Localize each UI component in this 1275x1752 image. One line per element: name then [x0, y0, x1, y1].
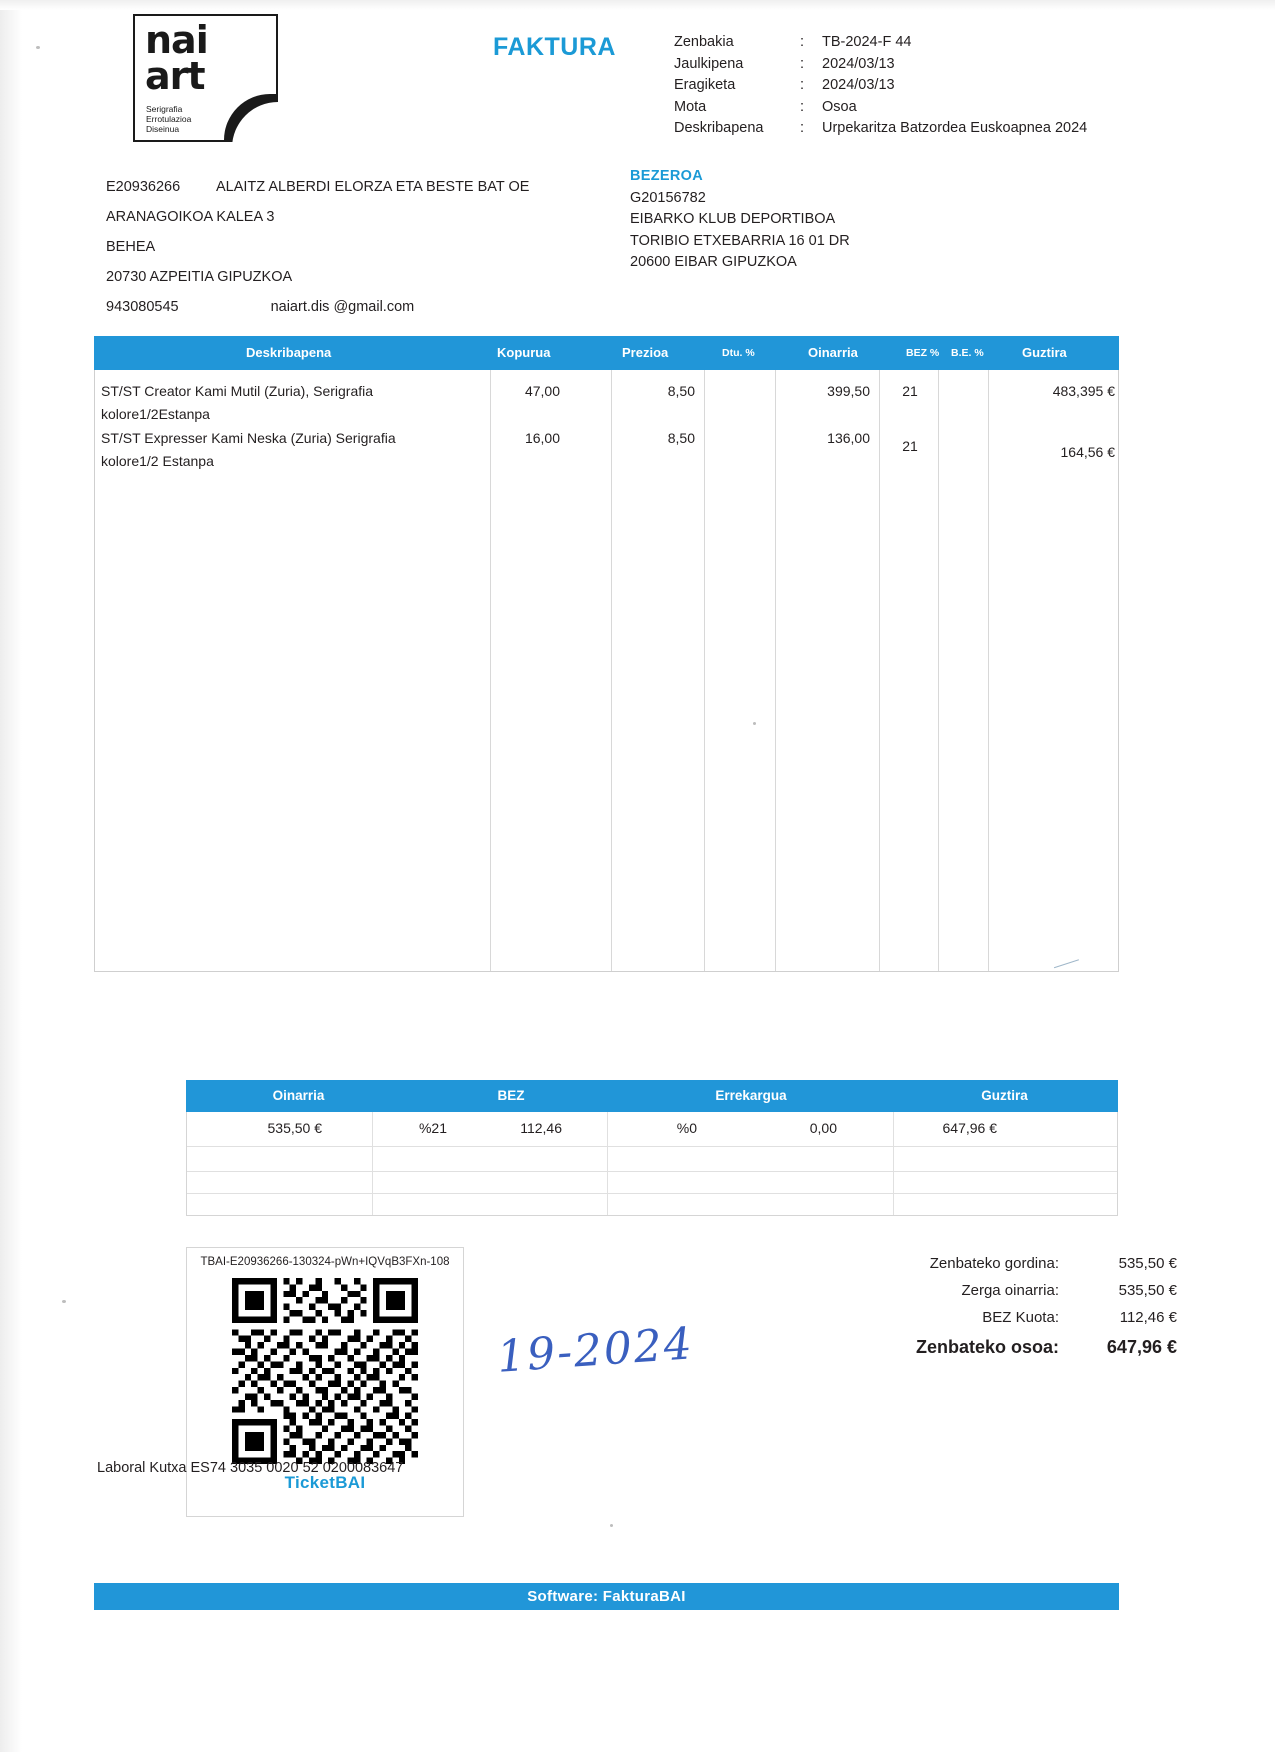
- logo-tagline-line2: Errotulazioa: [146, 114, 192, 124]
- footer-bar: Software: FakturaBAI: [94, 1583, 1119, 1610]
- column-header-discount: Dtu. %: [722, 347, 755, 359]
- tax-vat-pct: %21: [418, 1120, 447, 1136]
- summary-label: BEZ Kuota:: [982, 1309, 1059, 1326]
- qr-code: [232, 1278, 418, 1464]
- item-base: 136,00: [827, 430, 870, 446]
- item-description: [101, 380, 481, 426]
- meta-value: 2024/03/13: [822, 55, 895, 72]
- summary-row: [799, 1250, 1177, 1277]
- tax-column-header-re: Errekargua: [715, 1088, 787, 1103]
- item-description-line1: ST/ST Creator Kami Mutil (Zuria), Serigrafia: [101, 383, 374, 399]
- meta-row: [674, 54, 1087, 76]
- item-quantity: 47,00: [524, 383, 560, 399]
- column-header-base: Oinarria: [808, 345, 858, 360]
- scan-edge-shadow-top: [0, 0, 1275, 10]
- page-title: FAKTURA: [493, 33, 616, 61]
- item-total: 483,395 €: [1052, 383, 1115, 399]
- tax-column-header-base: Oinarria: [272, 1088, 325, 1103]
- meta-value: 2024/03/13: [822, 77, 895, 93]
- seller-block: [106, 172, 529, 322]
- summary-value: 535,50 €: [1118, 1255, 1177, 1272]
- invoice-meta: [674, 32, 1087, 140]
- meta-label: Jaulkipena: [674, 55, 744, 72]
- row-divider: [187, 1193, 1117, 1194]
- meta-label: Deskribapena: [674, 120, 764, 136]
- item-price: 8,50: [667, 383, 695, 399]
- line-items-header: [94, 336, 1119, 370]
- summary-value: 112,46 €: [1119, 1309, 1177, 1326]
- seller-address-2: BEHEA: [106, 239, 156, 255]
- meta-colon: :: [800, 77, 805, 93]
- tax-summary-header: [186, 1080, 1118, 1112]
- column-header-description: Deskribapena: [246, 345, 332, 360]
- summary-total-label: Zenbateko osoa:: [915, 1337, 1059, 1357]
- tax-re-pct: %0: [676, 1120, 697, 1136]
- scan-speck: [36, 46, 40, 49]
- ticketbai-block: [186, 1247, 464, 1517]
- invoice-summary: [799, 1250, 1177, 1364]
- meta-colon: :: [800, 55, 805, 72]
- logo-word-line1: nai: [145, 18, 208, 62]
- item-base: 399,50: [827, 383, 870, 399]
- meta-colon: :: [800, 120, 805, 136]
- meta-row: [674, 75, 1087, 97]
- buyer-tax-id: G20156782: [630, 189, 706, 206]
- tax-total: 647,96 €: [942, 1120, 997, 1136]
- meta-label: Zenbakia: [674, 34, 734, 50]
- buyer-heading: BEZEROA: [630, 168, 703, 184]
- tax-summary-table: [186, 1080, 1118, 1216]
- tax-re-amount: 0,00: [809, 1120, 837, 1136]
- column-header-vat: BEZ %: [906, 347, 940, 359]
- column-header-price: Prezioa: [622, 345, 669, 360]
- handwritten-annotation: 19-2024: [495, 1318, 696, 1383]
- item-description: [101, 427, 481, 473]
- item-description-line2: kolore1/2Estanpa: [101, 406, 210, 422]
- buyer-address: TORIBIO ETXEBARRIA 16 01 DR: [630, 232, 850, 249]
- company-logo: [133, 14, 278, 142]
- tax-summary-body: [186, 1112, 1118, 1216]
- item-vat: 21: [902, 438, 918, 454]
- summary-row: [799, 1277, 1177, 1304]
- column-separator: [775, 370, 776, 971]
- meta-colon: :: [800, 34, 805, 50]
- bank-account-line: Laboral Kutxa ES74 3035 0020 52 0200083647: [97, 1460, 404, 1476]
- logo-swoosh-icon: [224, 94, 276, 140]
- logo-tagline-line3: Diseinua: [146, 124, 180, 134]
- tax-base: 535,50 €: [267, 1120, 322, 1136]
- summary-value: 535,50 €: [1118, 1282, 1177, 1299]
- seller-identity-line: [106, 172, 529, 202]
- seller-phone: 943080545: [106, 299, 179, 315]
- tax-vat-amount: 112,46: [520, 1120, 562, 1136]
- item-total: 164,56 €: [1060, 444, 1115, 460]
- seller-email: naiart.dis @gmail.com: [270, 299, 415, 315]
- buyer-block: [630, 166, 850, 274]
- meta-row: [674, 32, 1087, 54]
- scan-speck: [62, 1300, 66, 1303]
- ticketbai-label: TicketBAI: [284, 1473, 366, 1492]
- seller-city: 20730 AZPEITIA GIPUZKOA: [106, 269, 293, 285]
- column-header-re: B.E. %: [951, 347, 984, 359]
- seller-contact-line: [106, 292, 529, 322]
- summary-label: Zenbateko gordina:: [929, 1255, 1059, 1272]
- item-description-line1: ST/ST Expresser Kami Neska (Zuria) Serigrafia: [101, 430, 396, 446]
- summary-total-value: 647,96 €: [1106, 1337, 1177, 1357]
- meta-label: Mota: [674, 98, 707, 115]
- scan-edge-shadow-left: [0, 0, 22, 1752]
- meta-label: Eragiketa: [674, 77, 736, 93]
- summary-row-total: [799, 1331, 1177, 1364]
- column-separator: [611, 370, 612, 971]
- scan-speck: [610, 1524, 613, 1527]
- column-separator: [704, 370, 705, 971]
- summary-row: [799, 1304, 1177, 1331]
- column-header-quantity: Kopurua: [497, 345, 551, 360]
- seller-address-1: ARANAGOIKOA KALEA 3: [106, 209, 275, 225]
- buyer-name: EIBARKO KLUB DEPORTIBOA: [630, 211, 836, 227]
- column-separator: [879, 370, 880, 971]
- row-divider: [187, 1146, 1117, 1147]
- meta-value: Urpekaritza Batzordea Euskoapnea 2024: [822, 120, 1088, 136]
- item-description-line2: kolore1/2 Estanpa: [101, 453, 214, 469]
- item-vat: 21: [902, 383, 918, 399]
- tax-column-header-total: Guztira: [981, 1088, 1028, 1103]
- line-items-table: [94, 336, 1119, 972]
- seller-tax-id: E20936266: [106, 179, 181, 195]
- row-divider: [187, 1171, 1117, 1172]
- line-items-body: [94, 370, 1119, 972]
- logo-tagline: [146, 104, 191, 134]
- logo-wordmark: [145, 18, 208, 98]
- ticketbai-code: TBAI-E20936266-130324-pWn+IQVqB3FXn-108: [200, 1256, 450, 1268]
- column-separator: [490, 370, 491, 971]
- meta-row: [674, 118, 1087, 140]
- logo-word-line2: art: [145, 54, 205, 98]
- item-price: 8,50: [667, 430, 695, 446]
- buyer-city: 20600 EIBAR GIPUZKOA: [630, 254, 797, 270]
- item-quantity: 16,00: [524, 430, 560, 446]
- logo-tagline-line1: Serigrafia: [146, 104, 183, 114]
- meta-row: [674, 97, 1087, 119]
- meta-value: Osoa: [822, 98, 857, 115]
- meta-colon: :: [800, 98, 805, 115]
- column-header-total: Guztira: [1022, 345, 1067, 360]
- column-separator: [938, 370, 939, 971]
- seller-name: ALAITZ ALBERDI ELORZA ETA BESTE BAT OE: [216, 179, 530, 195]
- summary-label: Zerga oinarria:: [961, 1282, 1059, 1299]
- meta-value: TB-2024-F 44: [822, 34, 912, 50]
- tax-column-header-vat: BEZ: [497, 1088, 525, 1103]
